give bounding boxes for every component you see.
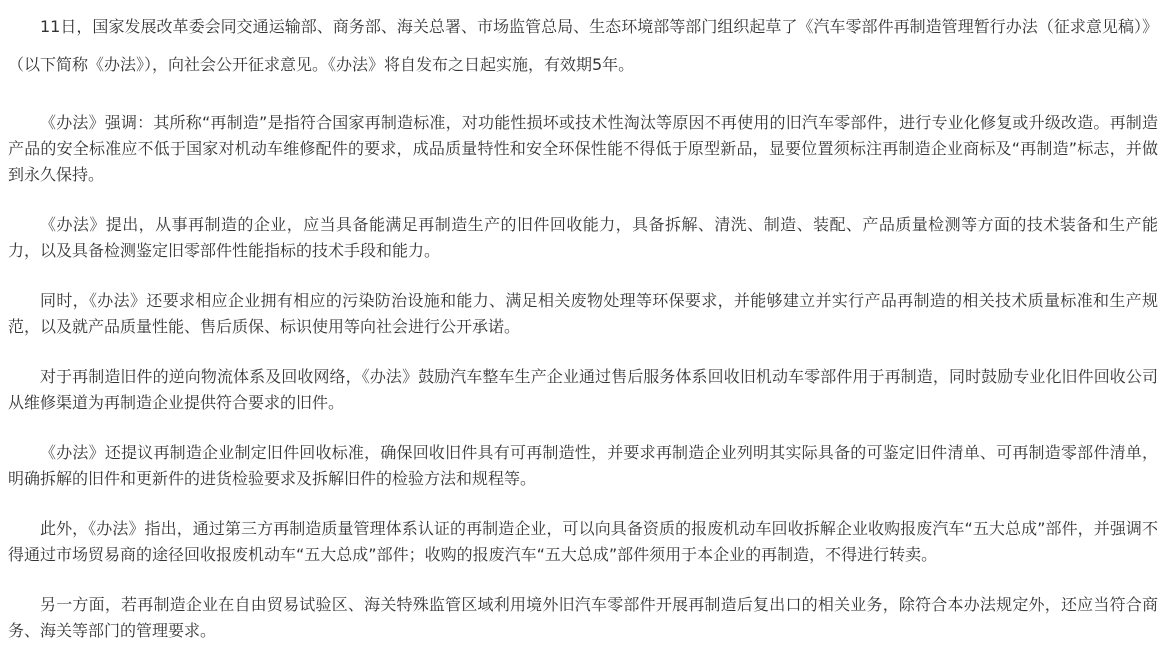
paragraph-requirements: 《办法》提出，从事再制造的企业，应当具备能满足再制造生产的旧件回收能力，具备拆解、清洗、制造、装配、产品质量检测等方面的技术装备和生产能力，以及具备检测鉴定旧零部件性能指标的技术手段和能力。 [8, 215, 1158, 260]
paragraph-intro: 11日，国家发展改革委会同交通运输部、商务部、海关总署、市场监管总局、生态环境部等部门组织起草了《汽车零部件再制造管理暂行办法（征求意见稿）》（以下简称《办法》），向社会公开征求意见。《办法》将自发布之日起实施，有效期5年。 [8, 17, 1158, 74]
paragraph-definition: 《办法》强调：其所称“再制造”是指符合国家再制造标准，对功能性损坏或技术性淘汰等原因不再使用的旧汽车零部件，进行专业化修复或升级改造。再制造产品的安全标准应不低于国家对机动车维修配件的要求，成品质量特性和安全环保性能不得低于原型新品，显要位置须标注再制造企业商标及“再制造”标志，并做到永久保持。 [8, 113, 1158, 184]
paragraph-recycling-standards: 《办法》还提议再制造企业制定旧件回收标准，确保回收旧件具有可再制造性，并要求再制造企业列明其实际具备的可鉴定旧件清单、可再制造零部件清单，明确拆解的旧件和更新件的进货检验要求及拆解旧件的检验方法和规程等。 [8, 443, 1158, 488]
paragraph-free-trade-zone: 另一方面，若再制造企业在自由贸易试验区、海关特殊监管区域利用境外旧汽车零部件开展再制造后复出口的相关业务，除符合本办法规定外，还应当符合商务、海关等部门的管理要求。 [8, 595, 1158, 640]
paragraph-five-assemblies: 此外，《办法》指出，通过第三方再制造质量管理体系认证的再制造企业，可以向具备资质的报废机动车回收拆解企业收购报废汽车“五大总成”部件，并强调不得通过市场贸易商的途径回收报废机动车“五大总成”部件；收购的报废汽车“五大总成”部件须用于本企业的再制造，不得进行转卖。 [8, 519, 1158, 564]
paragraph-recycling-network: 对于再制造旧件的逆向物流体系及回收网络，《办法》鼓励汽车整车生产企业通过售后服务体系回收旧机动车零部件用于再制造，同时鼓励专业化旧件回收公司从维修渠道为再制造企业提供符合要求的旧件。 [8, 367, 1158, 412]
paragraph-environment: 同时，《办法》还要求相应企业拥有相应的污染防治设施和能力、满足相关废物处理等环保要求，并能够建立并实行产品再制造的相关技术质量标准和生产规范，以及就产品质量性能、售后质保、标识使用等向社会进行公开承诺。 [8, 291, 1158, 336]
